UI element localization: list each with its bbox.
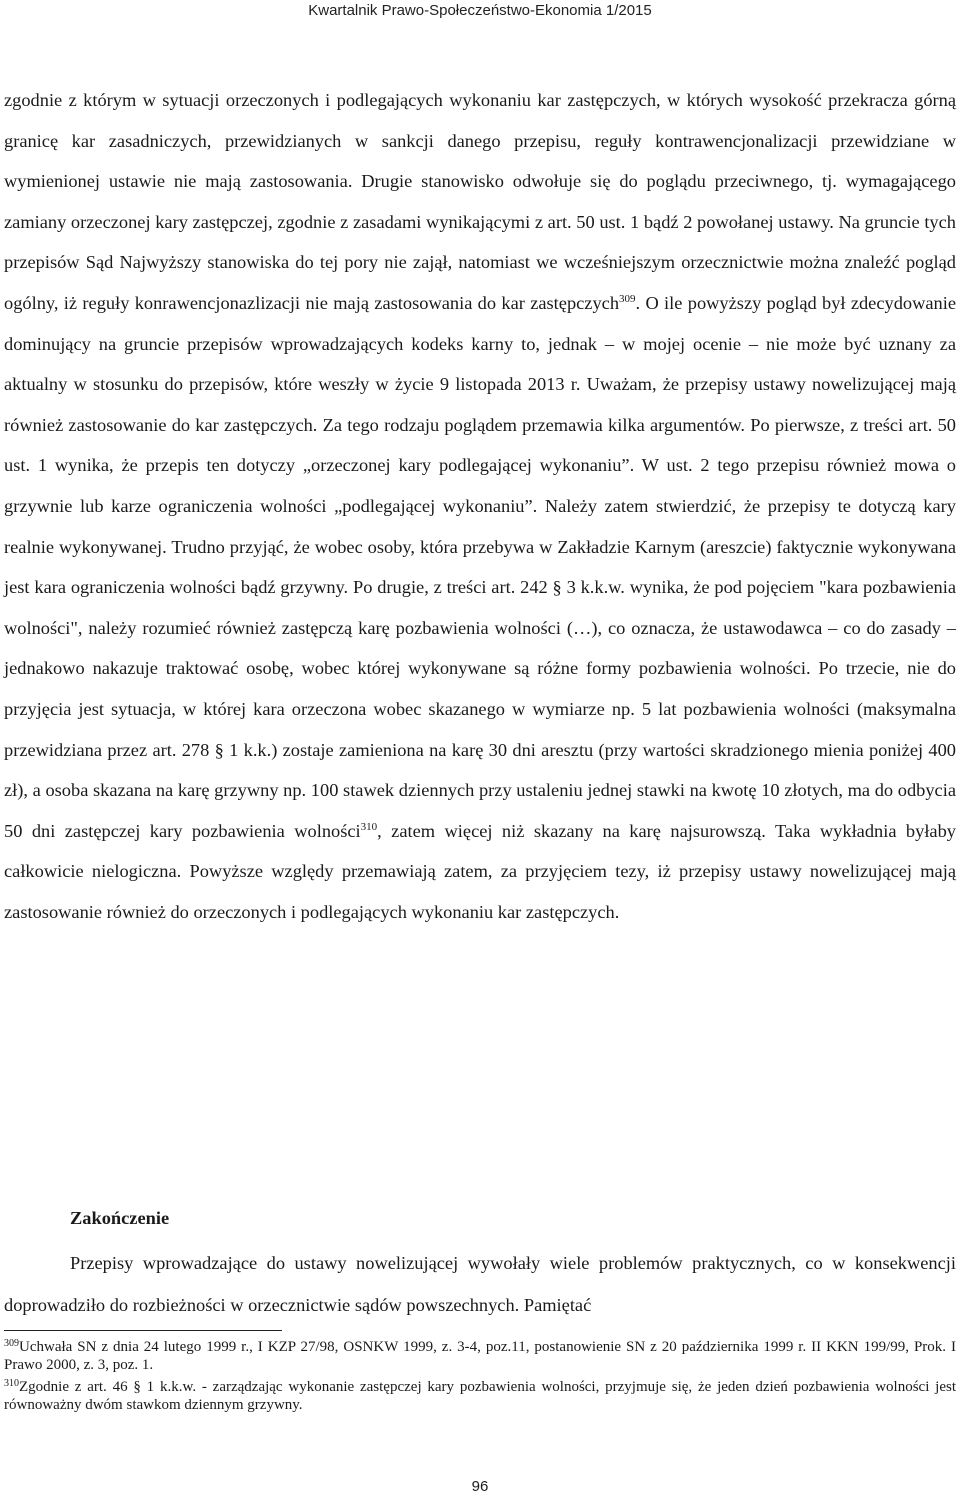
paragraph-text: . O ile powyższy pogląd był zdecydowanie dominujący na gruncie przepisów wprowadzających kodeks karny to, jednak – w mojej ocenie – nie może być uznany za aktualny w stosunku do przepisów, które weszły w życie 9 listopada 2013 r. Uważam, że przepisy ustawy nowelizującej mają również zastosowanie do kar zastępczych. Za tego rodzaju poglądem przemawia kilka argumentów. Po pierwsze, z treści art. 50 ust. 1 wynika, że przepis ten dotyczy „orzeczonej kary podlegającej wykonaniu”. W ust. 2 tego przepisu również mowa o grzywnie lub karze ograniczenia wolności „podlegającej wykonaniu”. Należy zatem stwierdzić, że przepisy te dotyczą kary realnie wykonywanej. Trudno przyjąć, że wobec osoby, która przebywa w Zakładzie Karnym (areszcie) faktycznie wykonywana jest kara ograniczenia wolności bądź grzywny. Po drugie, z treści art. 242 § 3 k.k.w. wynika, że pod pojęciem "kara pozbawienia wolności", należy rozumieć również zastępczą karę pozbawienia wolności (…), co oznacza, że ustawodawca – co do zasady – jednakowo nakazuje traktować osobę, wobec której wykonywane są różne formy pozbawienia wolności. Po trzecie, nie do przyjęcia jest sytuacja, w której kara orzeczona wobec skazanego w wymiarze np. 5 lat pozbawienia wolności (maksymalna przewidziana przez art. 278 § 1 k.k.) zostaje zamieniona na karę 30 dni aresztu (przy wartości skradzionego mienia poniżej 400 zł), a osoba skazana na karę grzywny np. 100 stawek dziennych przy ustaleniu jednej stawki na kwotę 10 złotych, ma do odbycia 50 dni zastępczej kary pozbawienia wolności (4, 292, 956, 841)
page-number: 96 (471, 1478, 489, 1495)
footnote-divider (4, 1330, 282, 1331)
journal-header: Kwartalnik Prawo-Społeczeństwo-Ekonomia 1/2015 (308, 2, 652, 19)
main-paragraph (4, 80, 956, 932)
footnote-text: Zgodnie z art. 46 § 1 k.k.w. - zarządzając wykonanie zastępczej kary pozbawienia wolności, przyjmuje się, że jeden dzień pozbawienia wolności jest równoważny dwóm stawkom dziennym grzywny. (4, 1379, 956, 1413)
conclusion-paragraph: Przepisy wprowadzające do ustawy nowelizującej wywołały wiele problemów praktycznych, co w konsekwencji doprowadziło do rozbieżności w orzecznictwie sądów powszechnych. Pamiętać (4, 1253, 956, 1315)
paragraph-text: zgodnie z którym w sytuacji orzeczonych i podlegających wykonaniu kar zastępczych, w których wysokość przekracza górną granicę kar zasadniczych, przewidzianych w sankcji danego przepisu, reguły kontrawencjonalizacji przewidziane w wymienionej ustawie nie mają zastosowania. Drugie stanowisko odwołuje się do poglądu przeciwnego, tj. wymagającego zamiany orzeczonej kary zastępczej, zgodnie z zasadami wynikającymi z art. 50 ust. 1 bądź 2 powołanej ustawy. Na gruncie tych przepisów Sąd Najwyższy stanowiska do tej pory nie zajął, natomiast we wcześniejszym orzecznictwie można znaleźć pogląd ogólny, iż reguły konrawencjonazlizacji nie mają zastosowania do kar zastępczych (4, 90, 956, 313)
section-heading: Zakończenie (70, 1208, 170, 1228)
paragraph-text: , zatem więcej niż skazany na karę najsurowszą. Taka wykładnia byłaby całkowicie nielogiczna. Powyższe względy przemawiają zatem, za przyjęciem tezy, iż przepisy ustawy nowelizującej mają zastosowanie również do orzeczonych i podlegających wykonaniu kar zastępczych. (4, 820, 956, 922)
footnote-ref-309[interactable]: 309 (619, 292, 636, 305)
footnote-text: Uchwała SN z dnia 24 lutego 1999 r., I KZP 27/98, OSNKW 1999, z. 3-4, poz.11, postanowienie SN z 20 października 1999 r. II KKN 199/99, Prok. I Prawo 2000, z. 3, poz. 1. (4, 1339, 956, 1373)
footnote-310 (4, 1378, 956, 1414)
footnotes (4, 1338, 956, 1418)
footnote-number: 309 (4, 1338, 19, 1349)
footnote-ref-310[interactable]: 310 (360, 820, 378, 833)
footnote-309 (4, 1338, 956, 1374)
footnote-number: 310 (4, 1378, 19, 1389)
